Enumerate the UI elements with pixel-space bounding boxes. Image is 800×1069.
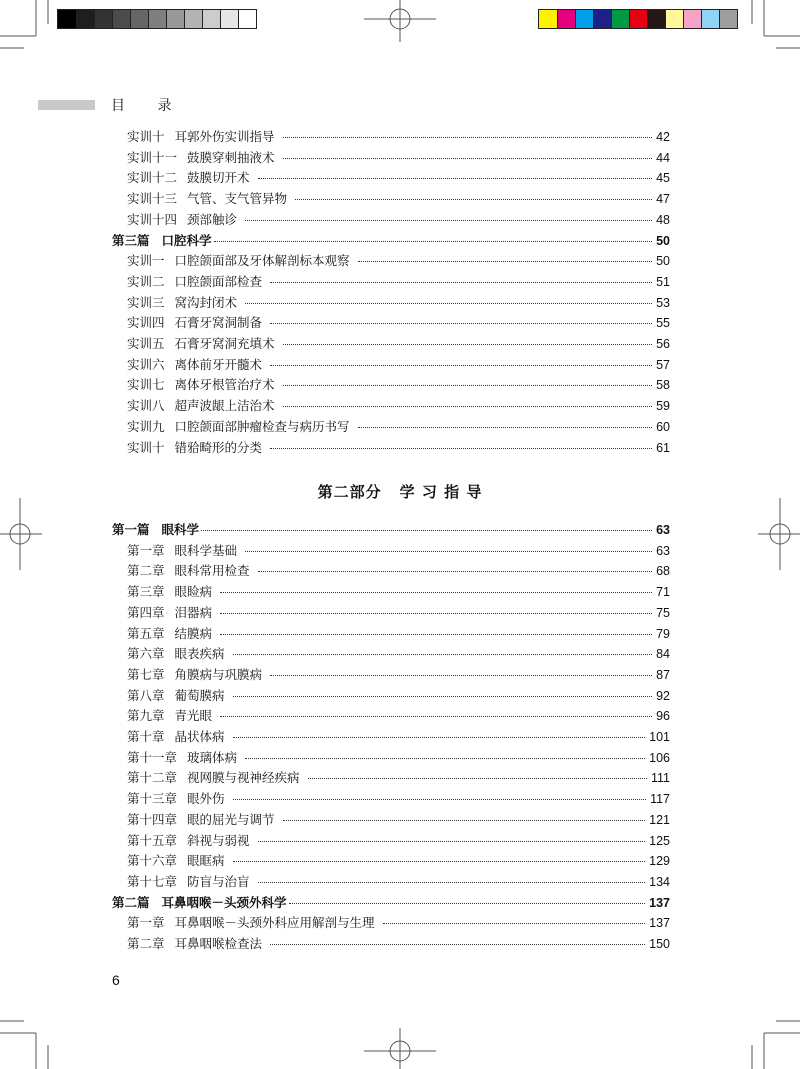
dot-leader bbox=[358, 261, 653, 262]
toc-entry-number: 实训十四 bbox=[127, 211, 178, 227]
color-swatch bbox=[665, 10, 683, 28]
toc-entry-title: 眼眶病 bbox=[187, 853, 225, 869]
toc-entry[interactable] bbox=[127, 603, 670, 623]
gray-swatch bbox=[202, 10, 220, 28]
toc-entry-number: 第一章 bbox=[127, 915, 165, 931]
toc-entry[interactable] bbox=[127, 831, 670, 851]
toc-entry-page: 134 bbox=[649, 874, 670, 889]
toc-entry-title: 耳鼻咽喉－头颈外科应用解剖与生理 bbox=[174, 915, 375, 931]
toc-entry-number: 实训八 bbox=[127, 398, 165, 414]
toc-entry-number: 第一章 bbox=[127, 542, 165, 558]
toc-entry-page: 59 bbox=[656, 399, 670, 414]
toc-entry-page: 56 bbox=[656, 337, 670, 351]
color-swatch bbox=[557, 10, 575, 28]
toc-entry-title: 窝沟封闭术 bbox=[174, 294, 238, 310]
toc-entry[interactable] bbox=[127, 706, 670, 726]
toc-entry-page: 79 bbox=[656, 626, 670, 641]
toc-entry-number: 第十七章 bbox=[127, 873, 178, 889]
toc-part-entry[interactable] bbox=[112, 231, 670, 251]
color-swatch bbox=[611, 10, 629, 28]
dot-leader bbox=[283, 385, 653, 386]
toc-entry-title: 玻璃体病 bbox=[187, 749, 238, 765]
dot-leader bbox=[283, 820, 646, 821]
toc-entry-number: 实训十 bbox=[127, 439, 165, 455]
toc-entry-page: 92 bbox=[656, 688, 670, 703]
toc-entry-number: 第二篇 bbox=[112, 894, 150, 910]
toc-entry-title: 耳鼻咽喉－头颈外科学 bbox=[161, 894, 287, 910]
toc-entry-page: 96 bbox=[656, 709, 670, 724]
gray-swatch bbox=[76, 10, 94, 28]
page-number: 6 bbox=[112, 972, 120, 988]
toc-entry-page: 125 bbox=[649, 833, 670, 848]
toc-entry-number: 第十章 bbox=[127, 729, 165, 744]
toc-entry-number: 实训二 bbox=[127, 273, 165, 289]
dot-leader bbox=[258, 882, 646, 883]
toc-entry-number: 实训四 bbox=[127, 315, 165, 331]
toc-entry-title: 口腔颌面部及牙体解剖标本观察 bbox=[174, 253, 350, 269]
dot-leader bbox=[233, 696, 653, 697]
dot-leader bbox=[245, 220, 652, 221]
color-swatch bbox=[701, 10, 719, 28]
toc-entry-page: 137 bbox=[649, 895, 670, 910]
toc-entry-number: 实训十三 bbox=[127, 191, 178, 207]
toc-entry-title: 离体牙根管治疗术 bbox=[174, 377, 275, 393]
toc-part-entry[interactable] bbox=[112, 893, 670, 913]
section-heading bbox=[0, 481, 800, 502]
toc-entry-page: 58 bbox=[656, 378, 670, 393]
toc-entry-page: 57 bbox=[656, 357, 670, 372]
dot-leader bbox=[383, 923, 646, 924]
toc-entry[interactable] bbox=[127, 168, 670, 188]
toc-entry[interactable] bbox=[127, 810, 670, 830]
toc-entry-number: 第十三章 bbox=[127, 791, 178, 807]
toc-entry-number: 第八章 bbox=[127, 687, 165, 703]
color-swatch bbox=[593, 10, 611, 28]
toc-entry-title: 晶状体病 bbox=[174, 729, 225, 744]
toc-entry-page: 111 bbox=[650, 771, 670, 786]
toc-entry-number: 第三篇 bbox=[112, 232, 150, 248]
dot-leader bbox=[245, 758, 645, 759]
toc-entry-title: 眼外伤 bbox=[187, 791, 225, 807]
gray-swatch bbox=[238, 10, 256, 28]
dot-leader bbox=[283, 137, 653, 138]
toc-entry-title: 斜视与弱视 bbox=[187, 832, 250, 848]
dot-leader bbox=[270, 448, 652, 449]
toc-entry[interactable] bbox=[127, 686, 670, 706]
toc-entry-number: 第十一章 bbox=[127, 749, 178, 765]
dot-leader bbox=[283, 158, 653, 159]
dot-leader bbox=[220, 634, 652, 635]
toc-entry-page: 60 bbox=[656, 419, 670, 434]
toc-entry-number: 实训十二 bbox=[127, 170, 178, 186]
section-part-label: 第二部分 bbox=[317, 483, 382, 501]
toc-entry-title: 口腔科学 bbox=[161, 232, 212, 248]
toc-entry-title: 超声波龈上洁治术 bbox=[174, 398, 275, 414]
toc-entry-page: 150 bbox=[649, 937, 670, 951]
toc-entry[interactable] bbox=[127, 396, 670, 416]
toc-entry[interactable] bbox=[127, 934, 670, 954]
toc-entry-page: 68 bbox=[656, 564, 670, 579]
toc-entry-title: 眼表疾病 bbox=[174, 646, 225, 662]
gray-swatch bbox=[58, 10, 76, 28]
toc-entry-title: 石膏牙窝洞制备 bbox=[174, 315, 263, 331]
toc-entry-page: 106 bbox=[649, 750, 670, 765]
toc-entry-page: 61 bbox=[656, 440, 670, 455]
dot-leader bbox=[258, 571, 653, 572]
toc-entry-number: 实训五 bbox=[127, 336, 165, 351]
toc-entry-number: 第六章 bbox=[127, 646, 165, 662]
toc-entry[interactable] bbox=[127, 789, 670, 809]
toc-entry-title: 鼓膜穿刺抽液术 bbox=[187, 149, 275, 165]
dot-leader bbox=[233, 799, 647, 800]
toc-entry-title: 青光眼 bbox=[174, 708, 213, 724]
dot-leader bbox=[289, 903, 646, 904]
toc-entry-title: 耳郭外伤实训指导 bbox=[174, 129, 275, 144]
dot-leader bbox=[283, 344, 653, 345]
color-swatch bbox=[539, 10, 557, 28]
dot-leader bbox=[270, 365, 652, 366]
toc-entry[interactable] bbox=[127, 251, 670, 271]
toc-entry-title: 颈部触诊 bbox=[187, 211, 238, 227]
dot-leader bbox=[358, 427, 653, 428]
toc-entry-number: 第二章 bbox=[127, 936, 165, 951]
toc-entry-page: 63 bbox=[656, 543, 670, 558]
toc-entry-number: 第二章 bbox=[127, 563, 165, 579]
toc-entry[interactable] bbox=[127, 644, 670, 664]
dot-leader bbox=[220, 613, 652, 614]
toc-entry-title: 防盲与治盲 bbox=[187, 873, 250, 889]
dot-leader bbox=[283, 406, 653, 407]
dot-leader bbox=[233, 861, 646, 862]
toc-entry-number: 实训十一 bbox=[127, 149, 178, 165]
toc-entry-page: 101 bbox=[649, 730, 670, 744]
toc-entry[interactable] bbox=[127, 541, 670, 561]
toc-entry[interactable] bbox=[127, 189, 670, 209]
color-swatch bbox=[719, 10, 737, 28]
gray-swatch bbox=[166, 10, 184, 28]
toc-entry[interactable] bbox=[127, 748, 670, 768]
toc-entry-number: 实训三 bbox=[127, 294, 165, 310]
toc-entry-title: 耳鼻咽喉检查法 bbox=[174, 936, 263, 951]
toc-entry-page: 55 bbox=[656, 316, 670, 331]
dot-leader bbox=[270, 675, 652, 676]
toc-entry[interactable] bbox=[127, 872, 670, 892]
toc-entry-number: 实训七 bbox=[127, 377, 165, 393]
toc-entry-title: 口腔颌面部肿瘤检查与病历书写 bbox=[174, 418, 350, 434]
toc-entry-title: 眼的屈光与调节 bbox=[187, 811, 275, 827]
toc-entry-title: 口腔颌面部检查 bbox=[174, 273, 263, 289]
color-swatch bbox=[629, 10, 647, 28]
color-swatch bbox=[683, 10, 701, 28]
toc-entry[interactable] bbox=[127, 727, 670, 747]
toc-entry[interactable] bbox=[127, 127, 670, 147]
dot-leader bbox=[220, 592, 652, 593]
toc-entry-number: 第三章 bbox=[127, 584, 165, 600]
toc-entry-page: 44 bbox=[656, 150, 670, 165]
toc-entry-number: 第十二章 bbox=[127, 770, 178, 786]
toc-entry[interactable] bbox=[127, 355, 670, 375]
toc-entry-page: 50 bbox=[656, 233, 670, 248]
toc-entry-page: 48 bbox=[656, 212, 670, 227]
section-title: 学 习 指 导 bbox=[399, 483, 483, 501]
toc-entry[interactable] bbox=[127, 913, 670, 933]
toc-entry[interactable] bbox=[127, 624, 670, 644]
page-header-title: 目 录 bbox=[111, 98, 186, 114]
toc-entry-page: 137 bbox=[649, 916, 670, 931]
toc-entry-number: 第一篇 bbox=[112, 522, 150, 537]
toc-entry[interactable] bbox=[127, 438, 670, 458]
toc-entry-page: 87 bbox=[656, 667, 670, 682]
color-swatch bbox=[575, 10, 593, 28]
toc-entry[interactable] bbox=[127, 148, 670, 168]
toc-entry-number: 实训十 bbox=[127, 129, 165, 144]
toc-entry-title: 视网膜与视神经疾病 bbox=[187, 770, 300, 786]
color-calibration-bar bbox=[538, 9, 738, 29]
toc-entry-page: 63 bbox=[656, 523, 670, 537]
dot-leader bbox=[270, 944, 645, 945]
toc-entry-title: 角膜病与巩膜病 bbox=[174, 666, 263, 682]
dot-leader bbox=[258, 178, 653, 179]
toc-entry-title: 葡萄膜病 bbox=[174, 687, 225, 703]
toc-entry[interactable] bbox=[127, 334, 670, 354]
toc-entry-page: 117 bbox=[650, 792, 670, 807]
dot-leader bbox=[308, 778, 647, 779]
grayscale-calibration-bar bbox=[57, 9, 257, 29]
gray-swatch bbox=[130, 10, 148, 28]
toc-entry-page: 51 bbox=[656, 274, 670, 289]
toc-entry-page: 53 bbox=[656, 295, 670, 310]
toc-entry-title: 眼睑病 bbox=[174, 584, 213, 600]
dot-leader bbox=[270, 282, 652, 283]
toc-entry-page: 50 bbox=[656, 254, 670, 269]
dot-leader bbox=[220, 716, 652, 717]
toc-entry[interactable] bbox=[127, 313, 670, 333]
dot-leader bbox=[245, 551, 652, 552]
toc-entry[interactable] bbox=[127, 293, 670, 313]
toc-entry-number: 第七章 bbox=[127, 666, 165, 682]
gray-swatch bbox=[220, 10, 238, 28]
toc-entry-title: 泪器病 bbox=[174, 604, 213, 620]
dot-leader bbox=[245, 303, 652, 304]
gray-swatch bbox=[148, 10, 166, 28]
toc-entry-title: 离体前牙开髓术 bbox=[174, 356, 263, 372]
toc-entry-title: 气管、支气管异物 bbox=[187, 191, 288, 207]
toc-entry-title: 眼科学基础 bbox=[174, 542, 238, 558]
toc-entry[interactable] bbox=[127, 210, 670, 230]
toc-entry-title: 错𬌗畸形的分类 bbox=[174, 439, 263, 455]
toc-entry-page: 121 bbox=[649, 812, 670, 827]
toc-entry-number: 第十四章 bbox=[127, 811, 178, 827]
color-swatch bbox=[647, 10, 665, 28]
toc-entry-page: 75 bbox=[656, 605, 670, 620]
toc-entry-number: 实训九 bbox=[127, 418, 165, 434]
toc-entry-number: 第五章 bbox=[127, 625, 165, 641]
toc-entry-page: 45 bbox=[656, 171, 670, 186]
dot-leader bbox=[295, 199, 652, 200]
toc-entry[interactable] bbox=[127, 375, 670, 395]
gray-swatch bbox=[184, 10, 202, 28]
header-decoration bbox=[38, 100, 95, 110]
toc-entry-title: 鼓膜切开术 bbox=[187, 170, 250, 186]
toc-entry-number: 第十五章 bbox=[127, 832, 178, 848]
toc-entry-title: 眼科常用检查 bbox=[174, 563, 250, 579]
toc-entry[interactable] bbox=[127, 851, 670, 871]
dot-leader bbox=[233, 737, 646, 738]
toc-entry[interactable] bbox=[127, 665, 670, 685]
toc-entry-page: 129 bbox=[649, 854, 670, 869]
toc-entry-number: 第十六章 bbox=[127, 853, 178, 869]
toc-entry-number: 第四章 bbox=[127, 604, 165, 620]
toc-entry-title: 石膏牙窝洞充填术 bbox=[174, 336, 275, 351]
toc-entry-title: 结膜病 bbox=[174, 625, 213, 641]
dot-leader bbox=[258, 841, 646, 842]
dot-leader bbox=[270, 323, 652, 324]
toc-entry[interactable] bbox=[127, 582, 670, 602]
toc-part-entry[interactable] bbox=[112, 520, 670, 540]
toc-entry-page: 42 bbox=[656, 130, 670, 144]
toc-entry-number: 实训一 bbox=[127, 253, 165, 269]
toc-entry-number: 实训六 bbox=[127, 356, 165, 372]
toc-entry[interactable] bbox=[127, 768, 670, 788]
toc-entry[interactable] bbox=[127, 417, 670, 437]
toc-entry-title: 眼科学 bbox=[161, 522, 200, 537]
dot-leader bbox=[233, 654, 653, 655]
toc-entry[interactable] bbox=[127, 561, 670, 581]
gray-swatch bbox=[94, 10, 112, 28]
toc-entry[interactable] bbox=[127, 272, 670, 292]
toc-entry-page: 71 bbox=[656, 585, 670, 600]
toc-entry-page: 47 bbox=[656, 192, 670, 207]
gray-swatch bbox=[112, 10, 130, 28]
toc-entry-page: 84 bbox=[656, 647, 670, 662]
dot-leader bbox=[201, 530, 652, 531]
dot-leader bbox=[214, 241, 653, 242]
toc-entry-number: 第九章 bbox=[127, 708, 165, 724]
